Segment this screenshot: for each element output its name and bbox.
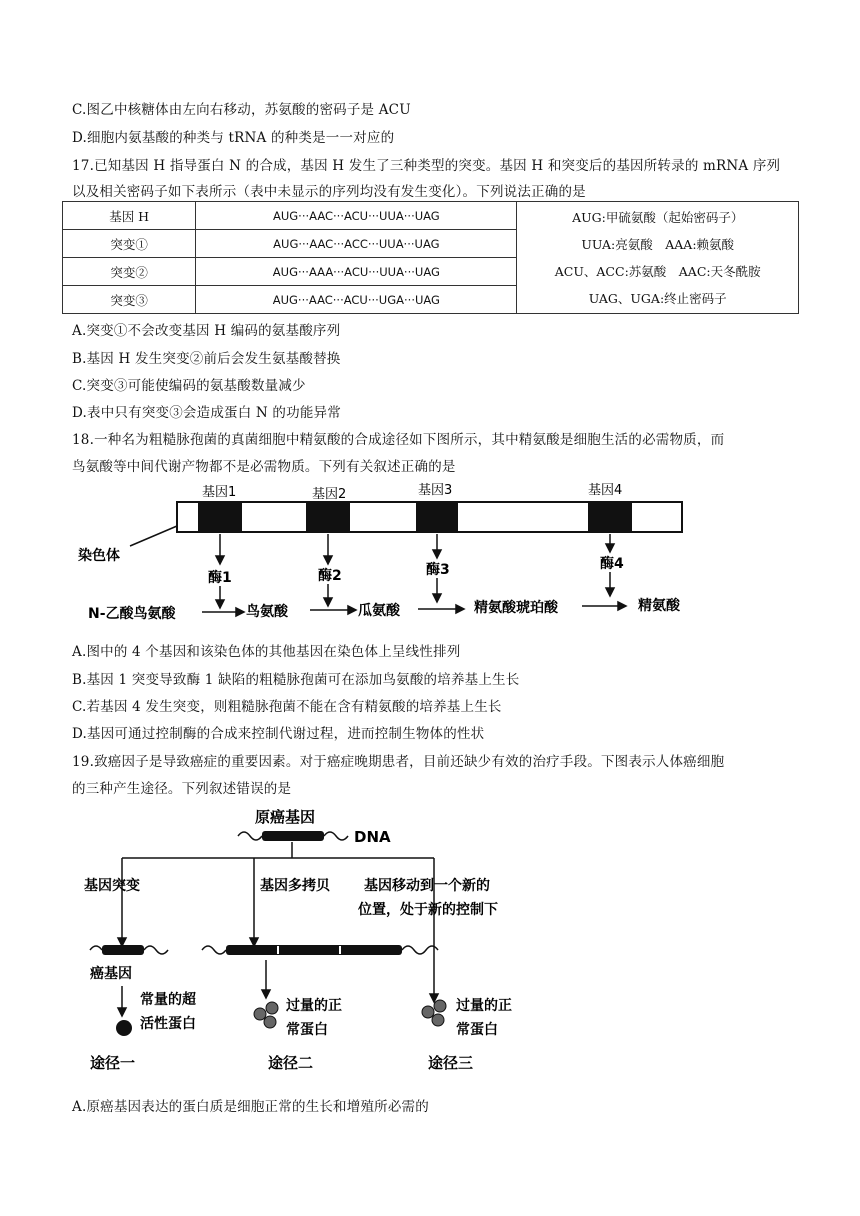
substance-label: 精氨酸 <box>638 598 680 614</box>
pathway-label: 途径二 <box>268 1054 314 1072</box>
arrowhead <box>606 588 614 596</box>
gene-1-band <box>198 502 242 532</box>
dna-strand-icon <box>324 832 348 840</box>
arrowhead <box>618 602 626 610</box>
gene-label: 基因4 <box>588 483 623 498</box>
sequence-cell: AUG···AAC···ACU···UUA···UAG <box>196 202 517 230</box>
arrowhead <box>216 600 224 608</box>
arrowhead <box>216 556 224 564</box>
q18-option-b: B.基因 1 突变导致酶 1 缺陷的粗糙脉孢菌可在添加鸟氨酸的培养基上生长 <box>72 672 520 688</box>
arrowhead <box>118 938 126 946</box>
branch-label: 位置，处于新的控制下 <box>358 902 498 918</box>
protein-dot <box>434 1000 446 1012</box>
gene-label: 基因1 <box>202 485 237 500</box>
arrowhead <box>118 1008 126 1016</box>
protein-dot <box>432 1014 444 1026</box>
q17-option-c: C.突变③可能使编码的氨基酸数量减少 <box>72 378 306 394</box>
proto-oncogene-label: 原癌基因 <box>255 808 316 826</box>
q17-stem-line1: 17.已知基因 H 指导蛋白 N 的合成，基因 H 发生了三种类型的突变。基因 H 和突变后的基因所转录的 mRNA 序列 <box>72 158 781 174</box>
enzyme-label: 酶1 <box>208 570 232 586</box>
protein-dot <box>254 1008 266 1020</box>
mrna-table <box>62 201 799 314</box>
protein-dot <box>422 1006 434 1018</box>
q18-stem-line1: 18.一种名为粗糙脉孢菌的真菌细胞中精氨酸的合成途径如下图所示，其中精氨酸是细胞生活的必需物质，而 <box>72 432 725 448</box>
branch-label: 基因突变 <box>84 878 140 894</box>
protein-label: 过量的正 <box>456 998 512 1014</box>
q19-stem-line1: 19.致癌因子是导致癌症的重要因素。对于癌症晚期患者，目前还缺少有效的治疗手段。下图表示人体癌细胞 <box>72 754 725 770</box>
arrowhead <box>456 605 464 613</box>
arrowhead <box>262 990 270 998</box>
arrowhead <box>606 544 614 552</box>
arrowhead <box>433 594 441 602</box>
q18-option-a: A.图中的 4 个基因和该染色体的其他基因在染色体上呈线性排列 <box>72 644 461 660</box>
protein-label: 过量的正 <box>286 998 342 1014</box>
sequence-cell: AUG···AAC···ACC···UUA···UAG <box>196 230 517 258</box>
codon-key-line: UUA:亮氨酸 AAA:赖氨酸 <box>581 236 735 252</box>
codon-key-line: AUG:甲硫氨酸（起始密码子） <box>572 209 744 225</box>
gene-4-band <box>588 502 632 532</box>
sequence-cell: AUG···AAC···ACU···UGA···UAG <box>196 286 517 314</box>
q16-option-d: D.细胞内氨基酸的种类与 tRNA 的种类是一一对应的 <box>72 130 395 146</box>
q19-stem-line2: 的三种产生途径。下列叙述错误的是 <box>72 781 292 797</box>
gene-segment <box>226 945 402 955</box>
codon-key-line: UAG、UGA:终止密码子 <box>588 290 727 306</box>
gene-cell: 基因 H <box>63 202 196 230</box>
arrowhead <box>324 556 332 564</box>
substance-label: N-乙酸鸟氨酸 <box>88 606 176 622</box>
q17-option-a: A.突变①不会改变基因 H 编码的氨基酸序列 <box>72 323 341 339</box>
gene-cell: 突变③ <box>63 286 196 314</box>
dna-strand-icon <box>202 946 226 954</box>
chromosome-pointer <box>130 526 177 546</box>
q17-option-d: D.表中只有突变③会造成蛋白 N 的功能异常 <box>72 405 341 421</box>
q16-option-c: C.图乙中核糖体由左向右移动，苏氨酸的密码子是 ACU <box>72 102 411 118</box>
arrowhead <box>324 598 332 606</box>
oncogene-label: 癌基因 <box>90 966 132 982</box>
gene-cell: 突变① <box>63 230 196 258</box>
chromosome-label: 染色体 <box>78 548 120 564</box>
protein-label: 常量的超 <box>140 992 196 1008</box>
pathway-label: 途径三 <box>428 1054 474 1072</box>
q18-option-c: C.若基因 4 发生突变，则粗糙脉孢菌不能在含有精氨酸的培养基上生长 <box>72 699 502 715</box>
gene-label: 基因3 <box>418 483 453 498</box>
q19-option-a: A.原癌基因表达的蛋白质是细胞正常的生长和增殖所必需的 <box>72 1099 429 1115</box>
dna-strand-icon <box>144 946 168 954</box>
gene-2-band <box>306 502 350 532</box>
enzyme-label: 酶3 <box>426 562 450 578</box>
cancer-pathways-diagram <box>72 800 592 1085</box>
gene-3-band <box>416 502 458 532</box>
enzyme-label: 酶4 <box>600 556 624 572</box>
arrowhead <box>433 550 441 558</box>
branch-label: 基因移动到一个新的 <box>364 878 490 894</box>
codon-key-cell <box>517 202 799 314</box>
dna-strand-icon <box>90 946 102 950</box>
protein-dot <box>266 1002 278 1014</box>
gene-segment <box>262 831 324 841</box>
protein-dot <box>116 1020 132 1036</box>
substance-label: 鸟氨酸 <box>246 604 288 620</box>
sequence-cell: AUG···AAA···ACU···UUA···UAG <box>196 258 517 286</box>
dna-label: DNA <box>354 828 391 846</box>
enzyme-label: 酶2 <box>318 568 342 584</box>
arginine-pathway-diagram <box>72 478 712 630</box>
protein-label: 常蛋白 <box>286 1022 328 1038</box>
gene-label: 基因2 <box>312 487 347 502</box>
q18-stem-line2: 鸟氨酸等中间代谢产物都不是必需物质。下列有关叙述正确的是 <box>72 459 456 475</box>
codon-key-line: ACU、ACC:苏氨酸 AAC:天冬酰胺 <box>554 263 761 279</box>
pathway-label: 途径一 <box>90 1054 136 1072</box>
dna-strand-icon <box>402 946 438 954</box>
q17-option-b: B.基因 H 发生突变②前后会发生氨基酸替换 <box>72 351 341 367</box>
arrowhead <box>348 606 356 614</box>
gene-cell: 突变② <box>63 258 196 286</box>
q17-stem-line2: 以及相关密码子如下表所示（表中未显示的序列均没有发生变化）。下列说法正确的是 <box>72 184 586 200</box>
protein-label: 活性蛋白 <box>140 1016 196 1032</box>
q18-option-d: D.基因可通过控制酶的合成来控制代谢过程，进而控制生物体的性状 <box>72 726 485 742</box>
dna-strand-icon <box>238 832 262 840</box>
arrowhead <box>236 608 244 616</box>
substance-label: 精氨酸琥珀酸 <box>474 600 558 616</box>
table-row <box>63 202 799 230</box>
substance-label: 瓜氨酸 <box>358 603 400 619</box>
arrowhead <box>250 938 258 946</box>
protein-label: 常蛋白 <box>456 1022 498 1038</box>
branch-label: 基因多拷贝 <box>260 878 330 894</box>
gene-segment <box>102 945 144 955</box>
protein-dot <box>264 1016 276 1028</box>
